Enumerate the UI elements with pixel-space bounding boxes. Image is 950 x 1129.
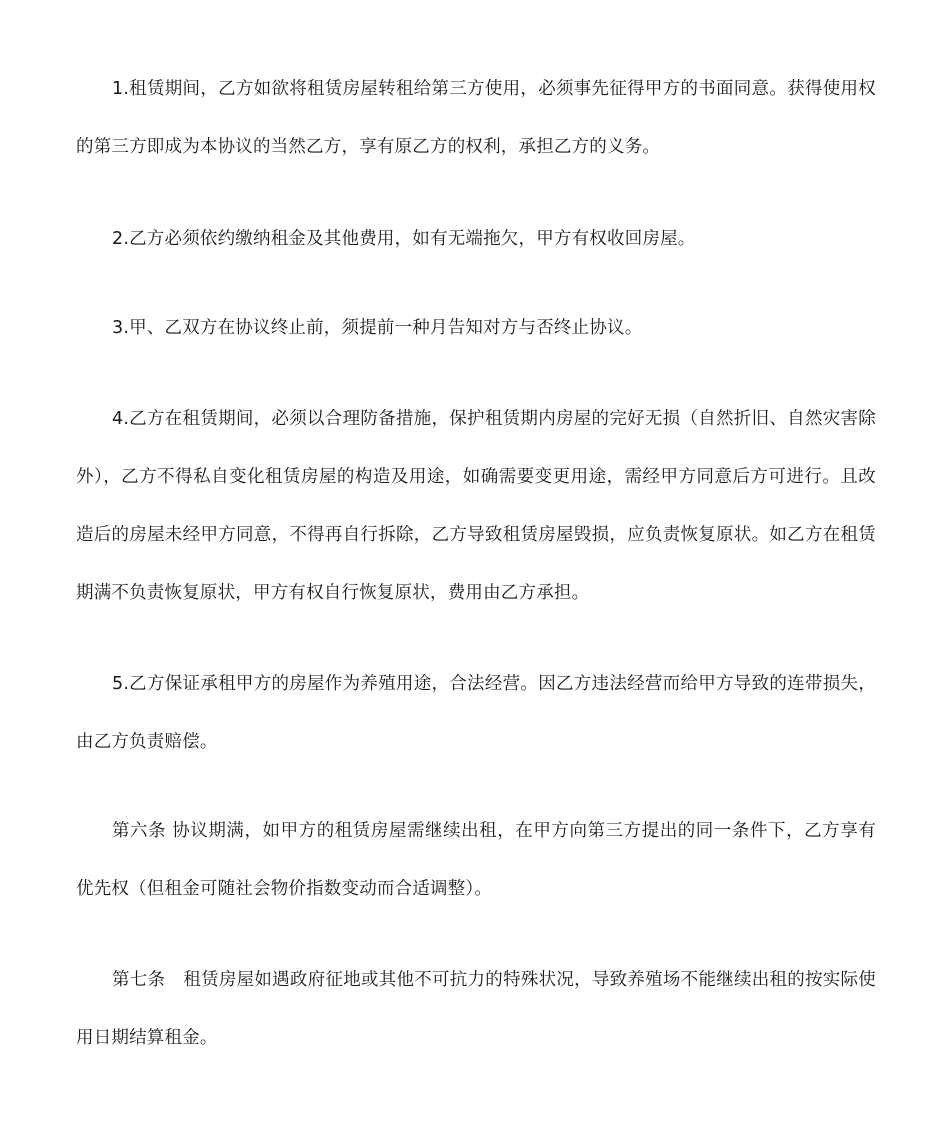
- paragraph-article-6: 第六条 协议期满，如甲方的租赁房屋需继续出租，在甲方向第三方提出的同一条件下，乙方享有优先权（但租金可随社会物价指数变动而合适调整）。: [76, 821, 876, 899]
- paragraph-property-protection: 4.乙方在租赁期间，必须以合理防备措施，保护租赁期内房屋的完好无损（自然折旧、自然灾害除外），乙方不得私自变化租赁房屋的构造及用途，如确需要变更用途，需经甲方同意后方可进行。且改造后的房屋未经甲方同意，不得再自行拆除，乙方导致租赁房屋毁损，应负责恢复原状。如乙方在租赁期满不负责恢复原状，甲方有权自行恢复原状，费用由乙方承担。: [76, 409, 876, 603]
- paragraph-termination-notice: 3.甲、乙双方在协议终止前，须提前一种月告知对方与否终止协议。: [112, 318, 643, 338]
- paragraph-lawful-use: 5.乙方保证承租甲方的房屋作为养殖用途，合法经营。因乙方违法经营而给甲方导致的连带损失，由乙方负责赔偿。: [76, 674, 876, 752]
- paragraph-sublease: 1.租赁期间，乙方如欲将租赁房屋转租给第三方使用，必须事先征得甲方的书面同意。获得使用权的第三方即成为本协议的当然乙方，享有原乙方的权利，承担乙方的义务。: [76, 79, 876, 157]
- paragraph-rent-payment: 2.乙方必须依约缴纳租金及其他费用，如有无端拖欠，甲方有权收回房屋。: [112, 229, 696, 249]
- article-7-text: 租赁房屋如遇政府征地或其他不可抗力的特殊状况，导致养殖场不能继续出租的按实际使用日期结算租金。: [76, 970, 877, 1048]
- article-7-heading: 第七条: [112, 970, 166, 990]
- paragraph-article-7: [76, 951, 876, 1067]
